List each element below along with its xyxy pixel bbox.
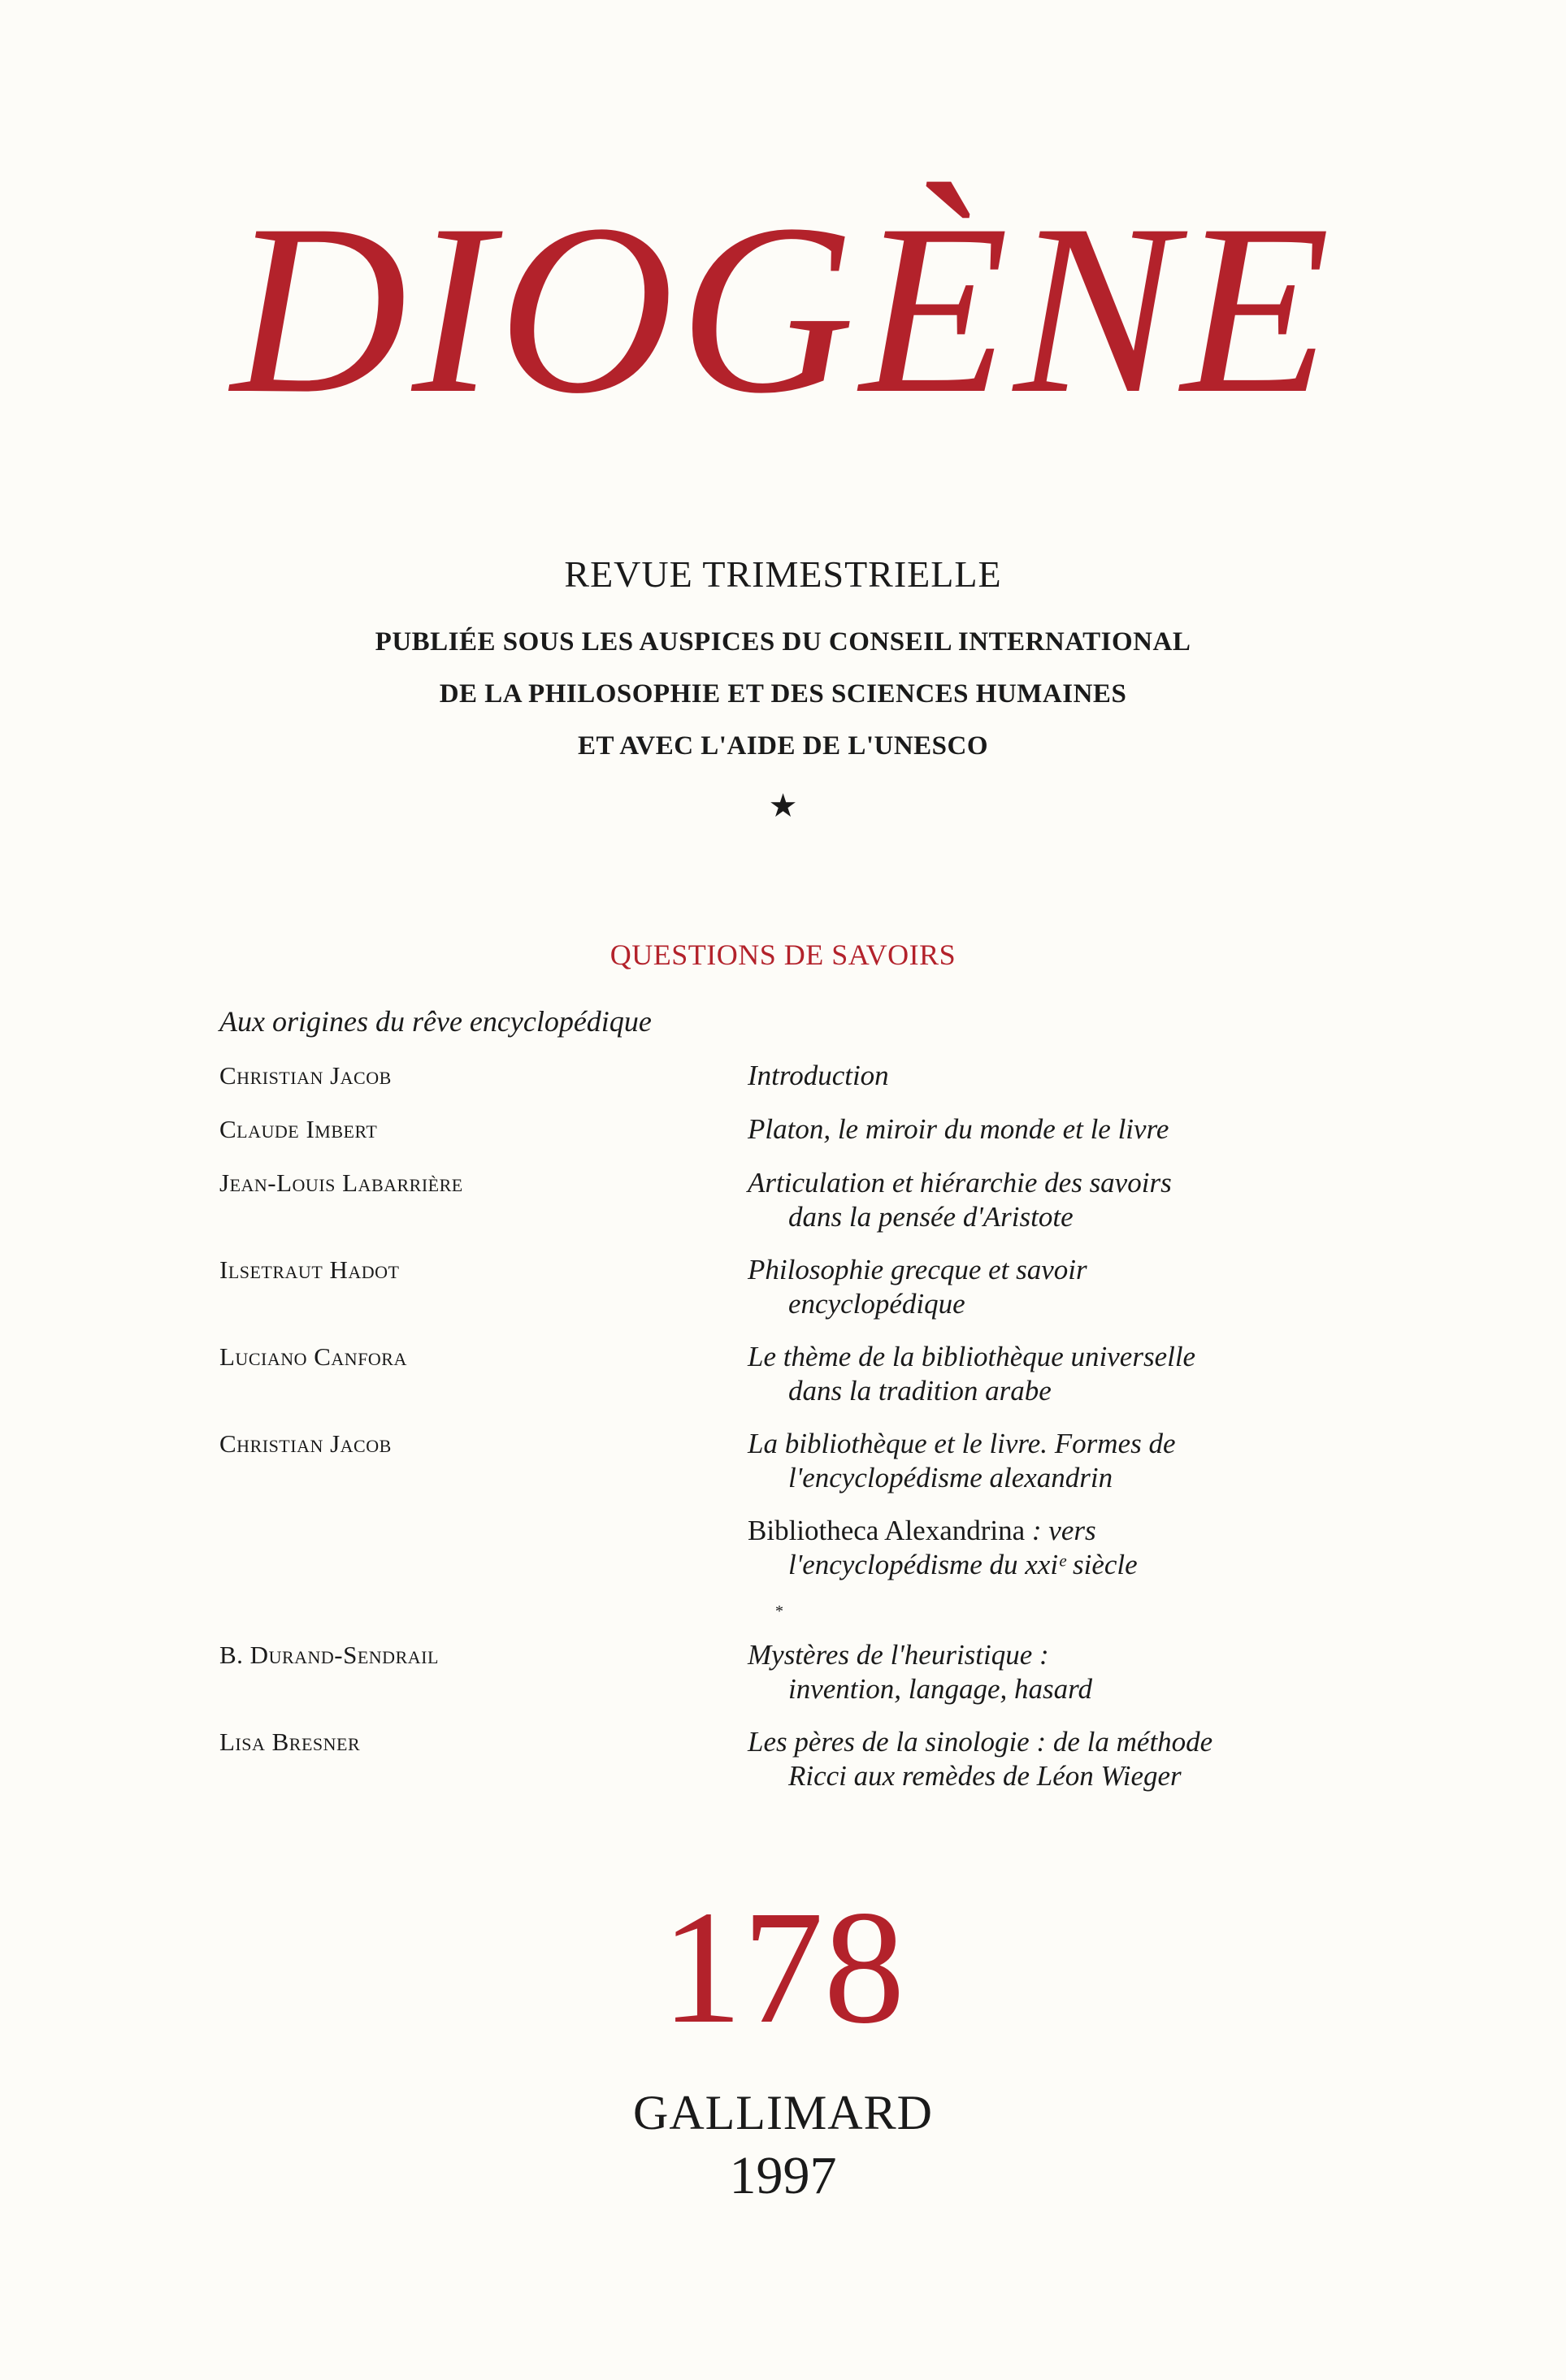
article-title-line: La bibliothèque et le livre. Formes de xyxy=(748,1428,1176,1459)
article-title-line: Les pères de la sinologie : de la méthode xyxy=(748,1726,1213,1758)
toc-article-title xyxy=(748,1427,1365,1495)
toc-author: Lisa Bresner xyxy=(219,1728,361,1756)
article-title-line: Philosophie grecque et savoir xyxy=(748,1254,1087,1285)
star-ornament-icon: ★ xyxy=(768,787,798,824)
article-title-line: Ricci aux remèdes de Léon Wieger xyxy=(788,1760,1182,1792)
article-title-line: l'encyclopédisme du xxiᵉ siècle xyxy=(788,1549,1138,1580)
article-title-line: Platon, le miroir du monde et le livre xyxy=(748,1113,1169,1145)
toc-article-title xyxy=(748,1725,1365,1793)
toc-article-title xyxy=(748,1112,1365,1147)
section-title: QUESTIONS DE SAVOIRS xyxy=(609,939,957,971)
article-title-line: Introduction xyxy=(748,1060,889,1091)
article-title-line: Articulation et hiérarchie des savoirs xyxy=(748,1167,1172,1199)
article-title-line: dans la tradition arabe xyxy=(788,1375,1052,1407)
toc-article-title xyxy=(748,1638,1365,1706)
article-title-line: dans la pensée d'Aristote xyxy=(788,1201,1074,1233)
auspices-line: PUBLIÉE SOUS LES AUSPICES DU CONSEIL INTERNATIONAL xyxy=(375,627,1191,657)
separator-asterisk: * xyxy=(775,1602,783,1620)
toc-article-title xyxy=(748,1340,1365,1408)
toc-author: Christian Jacob xyxy=(219,1061,392,1090)
toc-author: Claude Imbert xyxy=(219,1115,378,1143)
auspices-line: ET AVEC L'AIDE DE L'UNESCO xyxy=(577,731,989,761)
article-title-line: invention, langage, hasard xyxy=(788,1673,1092,1705)
toc-author: B. Durand-Sendrail xyxy=(219,1641,439,1669)
section-subtitle: Aux origines du rêve encyclopédique xyxy=(219,1005,652,1038)
article-title-line: l'encyclopédisme alexandrin xyxy=(788,1462,1113,1493)
publication-year: 1997 xyxy=(729,2146,837,2205)
toc-author: Ilsetraut Hadot xyxy=(219,1255,400,1284)
article-title-roman: Bibliotheca Alexandrina xyxy=(748,1515,1026,1546)
article-title-italic: : vers xyxy=(1025,1515,1096,1546)
toc-author: Jean-Louis Labarrière xyxy=(219,1168,463,1197)
article-title-line: encyclopédique xyxy=(788,1288,965,1320)
issue-number: 178 xyxy=(661,1878,905,2057)
toc-article-title xyxy=(748,1059,1365,1093)
toc-article-title xyxy=(748,1166,1365,1234)
masthead-title: DIOGÈNE xyxy=(231,174,1335,444)
toc-article-title xyxy=(748,1253,1365,1321)
toc-article-title xyxy=(748,1514,1365,1582)
auspices-line: DE LA PHILOSOPHIE ET DES SCIENCES HUMAINES xyxy=(439,679,1127,709)
article-title-line: Mystères de l'heuristique : xyxy=(748,1639,1049,1671)
journal-subtitle: REVUE TRIMESTRIELLE xyxy=(564,553,1002,595)
toc-author: Luciano Canfora xyxy=(219,1342,407,1371)
article-title-line: Le thème de la bibliothèque universelle xyxy=(748,1341,1196,1372)
toc-author: Christian Jacob xyxy=(219,1429,392,1458)
publisher-name: GALLIMARD xyxy=(633,2086,933,2139)
